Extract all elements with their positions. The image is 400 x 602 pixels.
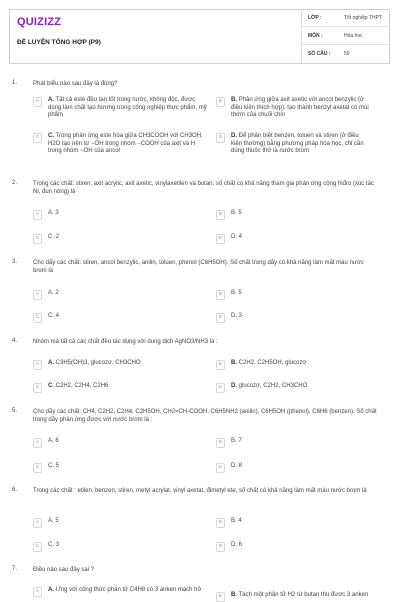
option-key: C. [48,133,54,139]
meta-key: LỚP : [308,15,322,21]
option-text: Phản ứng giữa axit axetic với ancol benzylic (ở điều kiện thích hợp), tạo thành benzyl axetat có mùi thơm của chuối chín [231,97,369,119]
option-key: B. [231,360,237,366]
option-content [231,383,366,391]
option-key: B. [231,592,237,598]
option-text: A. 2 [48,290,59,296]
meta-value: Tốt nghiệp THPT [344,15,382,21]
question-text: Cho dãy các chất: stiren, ancol benzylic, anilin, toluen, phenol (C6H5OH). Số chất trong dãy có khả năng làm mất màu nước brom là [33,260,364,275]
option-text: Ứng với công thức phân tử C4H8 có 3 anken mạch hở [55,587,202,593]
question-text: Điều nào sau đây sai ? [33,567,95,573]
question-text: Trong các chất : etilen, benzen, stiren, metyl acrylat, vinyl axetat, đimetyl ete, số chất có khả năng làm mất màu nước brom là [33,488,367,494]
option-text: glucozơ, C2H2, CH3CHO [238,383,308,389]
option-text: B. 7 [231,438,242,444]
option-content [231,542,366,550]
option-content [231,234,366,242]
option-content [48,542,203,550]
question-text: Cho dãy các chất: CH4, C2H2, C2H4, C2H5OH, CH2=CH-COOH, C6H5NH2 (anilin), C6H5OH (phenol), C6H6 (benzen). Số chất trong dãy phản ứng được với nước brom là : [33,409,377,424]
option-letter-box: C [33,234,42,244]
option-key: C. [48,383,54,389]
option-letter-box: A [33,587,42,597]
option-content [48,210,203,218]
option-letter-box: C [33,133,42,143]
option-letter-box: B [216,518,225,528]
option-text: Tách một phân tử H2 từ butan thu được 3 anken [238,592,369,598]
option-letter-box: B [216,290,225,300]
option-content [231,210,366,218]
question-number: 4. [12,338,18,344]
meta-key: MÔN : [308,33,323,39]
option-text: C. 2 [48,234,60,240]
option-letter-box: B [216,360,225,370]
question-number: 5. [12,408,18,414]
option-content [231,438,366,446]
option-letter-box: D [216,133,225,143]
option-text: A. 5 [48,518,59,524]
meta-row-subject [302,28,391,45]
option-text: C. 4 [48,313,60,319]
option-content [48,234,203,242]
option-content [231,290,366,298]
option-content [231,360,366,368]
option-text: Tất cả este đều tan tốt trong nước, không độc, được dùng làm chất tạo hương trong công nghiệp thực phẩm, mỹ phẩm [48,97,207,119]
option-letter-box: B [216,97,225,107]
option-text: A. 6 [48,438,59,444]
meta-row-count [302,46,391,62]
worksheet-title: ĐỀ LUYỆN TỔNG HỢP (P9) [17,39,101,46]
option-content [48,97,208,120]
meta-table [301,10,392,63]
option-text: C3H5(OH)3, glucozơ, CH3CHO [55,360,141,366]
option-letter-box: D [216,383,225,393]
option-letter-box: A [33,360,42,370]
option-text: C. 5 [48,463,60,469]
option-letter-box: B [216,210,225,220]
option-text: B. 5 [231,210,242,216]
option-letter-box: A [33,518,42,528]
option-letter-box: A [33,210,42,220]
meta-key: SỐ CÂU : [308,51,331,57]
option-content [231,133,371,156]
option-content [48,360,203,368]
option-letter-box: A [33,290,42,300]
option-content [48,133,208,156]
option-letter-box: C [33,383,42,393]
option-content [231,313,366,321]
option-key: A. [48,587,54,593]
option-key: A. [48,97,54,103]
question-number: 6. [12,487,18,493]
option-letter-box: B [216,438,225,448]
meta-value: Hóa học [344,33,363,39]
option-text: Trong phản ứng este hóa giữa CH3COOH với CH3OH, H2O tạo nên từ −OH trong nhóm −COOH của axit và H trong nhóm −OH của ancol [48,133,203,155]
option-text: B. 4 [231,518,242,524]
question-text: Phát biểu nào sau đây là đúng? [33,81,118,87]
option-text: Để phân biệt benzen, toluen và stiren (ở điều kiện thường) bằng phương pháp hóa học, chỉ cần dùng thuốc thử là nước brom [231,133,364,155]
option-key: D. [231,133,237,139]
option-letter-box: C [33,313,42,323]
option-content [48,290,203,298]
option-key: D. [231,383,237,389]
question-number: 2. [12,180,18,186]
option-letter-box: D [216,463,225,473]
quizizz-logo: QUIZIZZ [17,16,62,28]
option-content [231,518,366,526]
option-text: D. 6 [231,542,243,548]
option-content [231,97,371,120]
option-letter-box: B [216,592,225,602]
option-text: C2H2, C2H4, C2H6 [55,383,109,389]
option-text: A. 3 [48,210,59,216]
option-letter-box: A [33,97,42,107]
question-number: 3. [12,259,18,265]
option-text: D. 3 [231,313,243,319]
option-content [48,518,203,526]
option-text: C. 3 [48,542,60,548]
question-number: 7. [12,566,18,572]
option-key: A. [48,360,54,366]
option-content [231,592,386,600]
question-text: Nhóm mà tất cả các chất đều tác dụng với dung dịch AgNO3/NH3 là : [33,339,218,345]
option-content [48,463,203,471]
option-key: B. [231,97,237,103]
option-content [48,383,203,391]
option-letter-box: D [216,542,225,552]
meta-value: 50 [344,51,350,57]
option-letter-box: D [216,313,225,323]
option-letter-box: A [33,438,42,448]
worksheet-header [9,9,390,64]
option-text: C2H2, C2H5OH, glucozơ [238,360,307,366]
option-letter-box: D [216,234,225,244]
option-content [231,463,366,471]
option-content [48,438,203,446]
meta-row-class [302,10,391,27]
option-text: D. 8 [231,463,243,469]
option-content [48,313,203,321]
option-text: B. 5 [231,290,242,296]
option-letter-box: C [33,542,42,552]
question-text: Trong các chất: stiren, axit acrylic, axit axetic, vinylaxetilen và butan, số chất có khả năng tham gia phản ứng cộng hiđro (xúc tác Ni, đun nóng) là [33,181,374,196]
option-letter-box: C [33,463,42,473]
option-text: D. 4 [231,234,243,240]
option-content [48,587,208,595]
question-number: 1. [12,80,18,86]
